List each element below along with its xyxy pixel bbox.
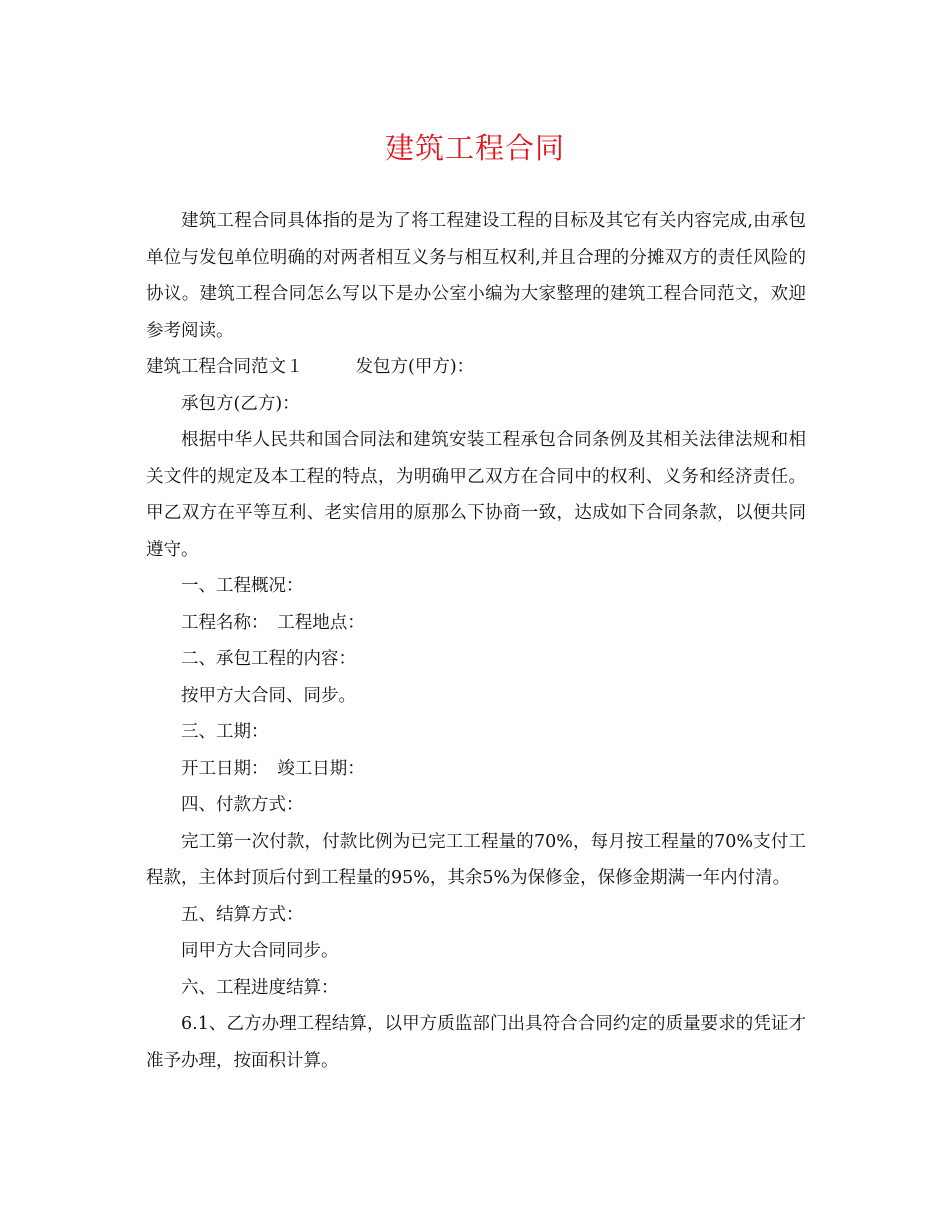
section1-body: 工程名称： 工程地点：	[181, 612, 365, 633]
section3-body: 开工日期： 竣工日期：	[181, 758, 365, 779]
party-a-label: 发包方(甲方)：	[355, 357, 475, 377]
section4-heading: 四、付款方式：	[181, 795, 304, 815]
section2-heading: 二、承包工程的内容：	[181, 649, 356, 669]
intro-paragraph: 建筑工程合同具体指的是为了将工程建设工程的目标及其它有关内容完成,由承包单位与发包单位明确的对两者相互义务与相互权利,并且合理的分摊双方的责任风险的协议。建筑工程合同怎么写以下是办公室小编为大家整理的建筑工程合同范文，欢迎参考阅读。	[146, 211, 806, 341]
section5-body: 同甲方大合同同步。	[181, 941, 339, 961]
section2-body: 按甲方大合同、同步。	[181, 685, 356, 706]
sample-heading: 建筑工程合同范文１	[146, 357, 304, 377]
section5-heading: 五、结算方式：	[181, 904, 304, 925]
section6-heading: 六、工程进度结算：	[181, 977, 339, 998]
party-b-label: 承包方(乙方)：	[181, 393, 300, 414]
preamble-paragraph: 根据中华人民共和国合同法和建筑安装工程承包合同条例及其相关法律法规和相关文件的规定及本工程的特点，为明确甲乙双方在合同中的权利、义务和经济责任。甲乙双方在平等互利、老实信用的原那么下协商一致，达成如下合同条款，以便共同遵守。	[146, 430, 806, 560]
document-body	[146, 203, 806, 1079]
sample-heading-line	[146, 349, 806, 386]
document-title: 建筑工程合同	[384, 131, 565, 165]
section4-body: 完工第一次付款，付款比例为已完工工程量的70%，每月按工程量的70%支付工程款，主体封顶后付到工程量的95%，其余5%为保修金，保修金期满一年内付清。	[146, 831, 806, 888]
section3-heading: 三、工期：	[181, 722, 269, 742]
section1-heading: 一、工程概况：	[181, 576, 304, 596]
section6-item-1: 6.1、乙方办理工程结算，以甲方质监部门出具符合合同约定的质量要求的凭证才准予办理，按面积计算。	[146, 1014, 806, 1071]
